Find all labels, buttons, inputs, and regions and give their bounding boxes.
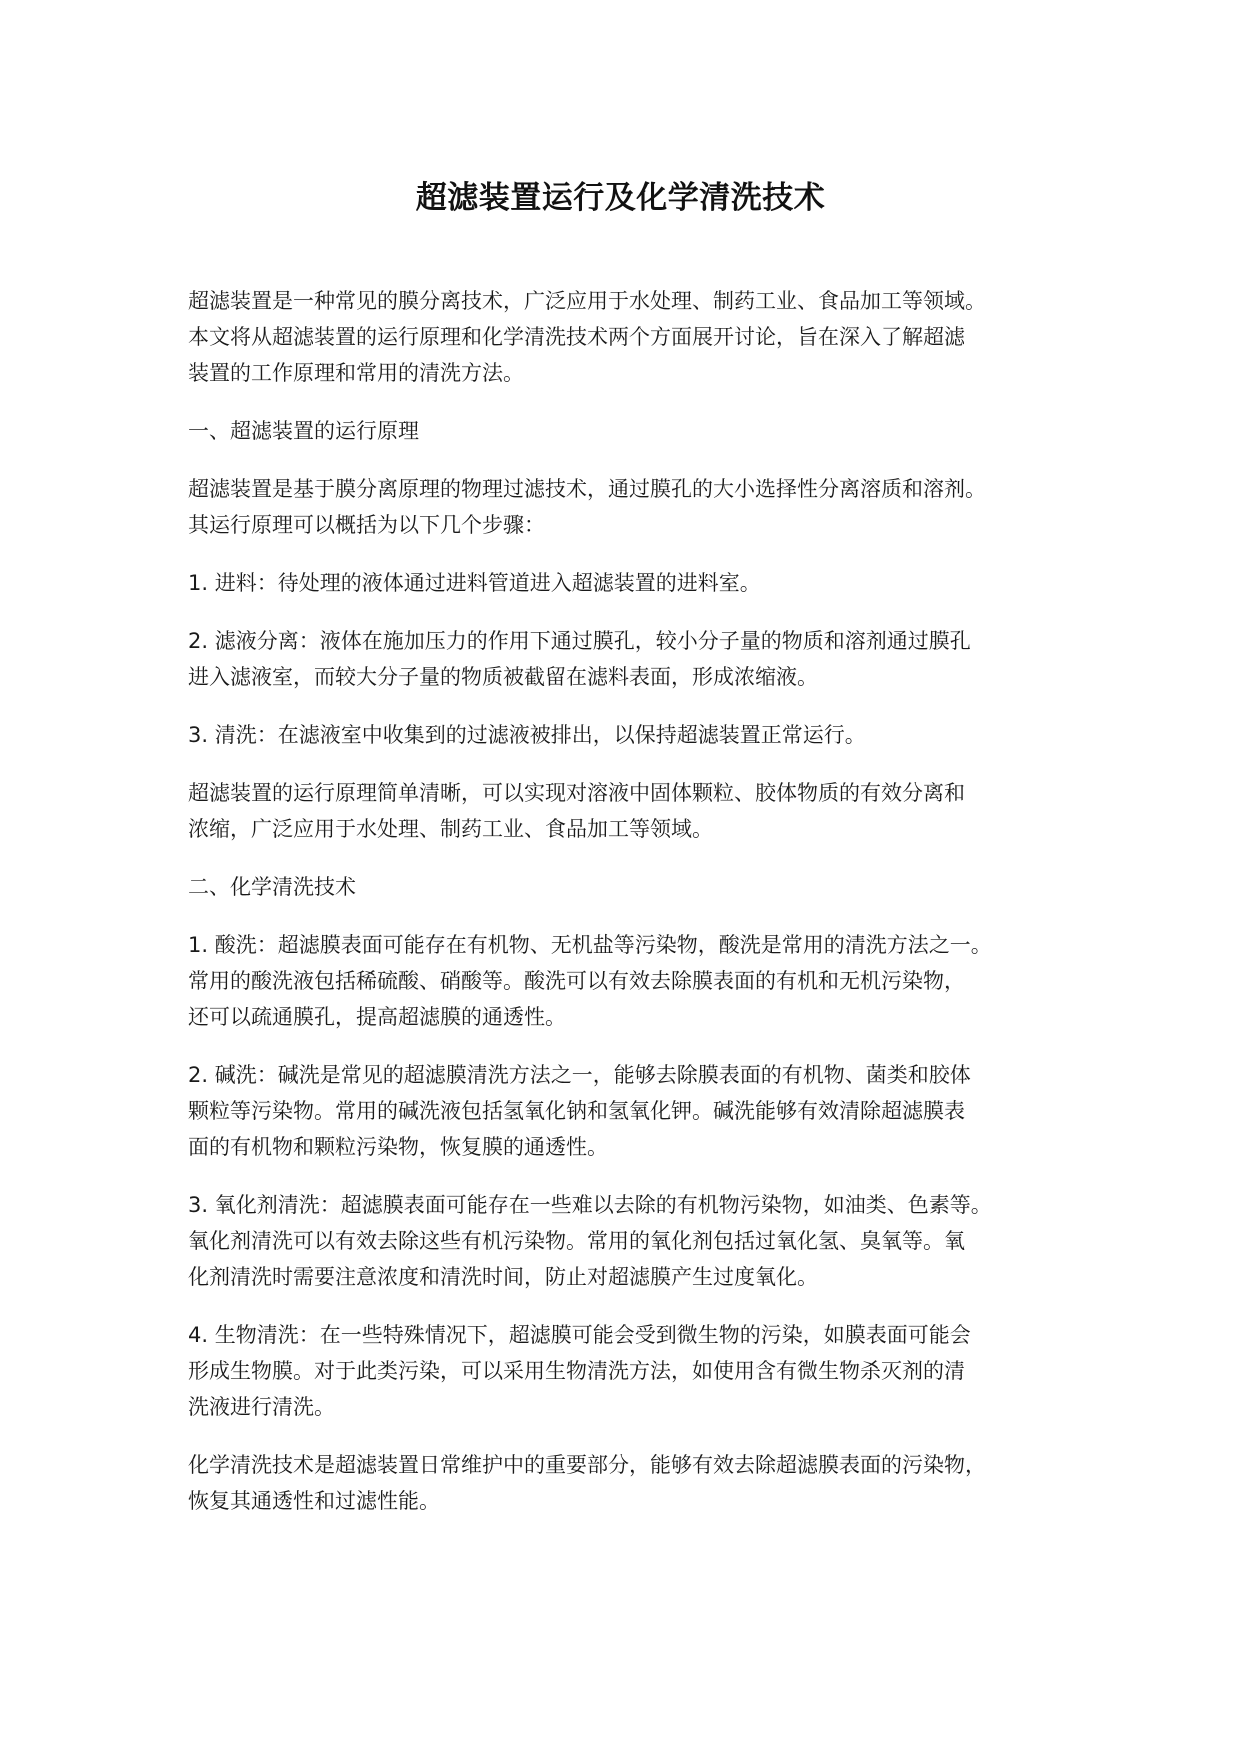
text-line: 氧化剂清洗可以有效去除这些有机污染物。常用的氧化剂包括过氧化氢、臭氧等。氧 — [188, 1229, 965, 1253]
text-line: 浓缩，广泛应用于水处理、制药工业、食品加工等领域。 — [188, 817, 713, 841]
text-line: 颗粒等污染物。常用的碱洗液包括氢氧化钠和氢氧化钾。碱洗能够有效清除超滤膜表 — [188, 1099, 965, 1123]
text-line: 装置的工作原理和常用的清洗方法。 — [188, 361, 524, 385]
section-heading-chemical — [188, 869, 1078, 905]
bio-wash-paragraph — [188, 1317, 1078, 1425]
principle-paragraph — [188, 471, 1078, 543]
text-line: 面的有机物和颗粒污染物，恢复膜的通透性。 — [188, 1135, 608, 1159]
text-line: 3. 清洗：在滤液室中收集到的过滤液被排出，以保持超滤装置正常运行。 — [188, 723, 866, 747]
text-line: 1. 进料：待处理的液体通过进料管道进入超滤装置的进料室。 — [188, 571, 761, 595]
text-line: 常用的酸洗液包括稀硫酸、硝酸等。酸洗可以有效去除膜表面的有机和无机污染物， — [188, 969, 965, 993]
conclusion-paragraph — [188, 1447, 1078, 1519]
text-line: 4. 生物清洗：在一些特殊情况下，超滤膜可能会受到微生物的污染，如膜表面可能会 — [188, 1323, 971, 1347]
text-line: 还可以疏通膜孔，提高超滤膜的通透性。 — [188, 1005, 566, 1029]
document-title: 超滤装置运行及化学清洗技术 — [415, 180, 826, 216]
section-heading: 一、超滤装置的运行原理 — [188, 419, 419, 443]
text-line: 2. 碱洗：碱洗是常见的超滤膜清洗方法之一，能够去除膜表面的有机物、菌类和胶体 — [188, 1063, 971, 1087]
section-heading: 二、化学清洗技术 — [188, 875, 356, 899]
text-line: 超滤装置是基于膜分离原理的物理过滤技术，通过膜孔的大小选择性分离溶质和溶剂。 — [188, 477, 986, 501]
step-separation-paragraph — [188, 623, 1078, 695]
text-line: 本文将从超滤装置的运行原理和化学清洗技术两个方面展开讨论，旨在深入了解超滤 — [188, 325, 965, 349]
text-line: 1. 酸洗：超滤膜表面可能存在有机物、无机盐等污染物，酸洗是常用的清洗方法之一。 — [188, 933, 992, 957]
text-line: 2. 滤液分离：液体在施加压力的作用下通过膜孔，较小分子量的物质和溶剂通过膜孔 — [188, 629, 971, 653]
text-line: 进入滤液室，而较大分子量的物质被截留在滤料表面，形成浓缩液。 — [188, 665, 818, 689]
text-line: 超滤装置的运行原理简单清晰，可以实现对溶液中固体颗粒、胶体物质的有效分离和 — [188, 781, 965, 805]
document-body — [188, 283, 1078, 1541]
alkali-wash-paragraph — [188, 1057, 1078, 1165]
step-cleaning-paragraph — [188, 717, 1078, 753]
text-line: 化学清洗技术是超滤装置日常维护中的重要部分，能够有效去除超滤膜表面的污染物， — [188, 1453, 986, 1477]
acid-wash-paragraph — [188, 927, 1078, 1035]
text-line: 3. 氧化剂清洗：超滤膜表面可能存在一些难以去除的有机物污染物，如油类、色素等。 — [188, 1193, 992, 1217]
step-feed-paragraph — [188, 565, 1078, 601]
text-line: 超滤装置是一种常见的膜分离技术，广泛应用于水处理、制药工业、食品加工等领域。 — [188, 289, 986, 313]
section-heading-principle — [188, 413, 1078, 449]
text-line: 洗液进行清洗。 — [188, 1395, 335, 1419]
oxidant-wash-paragraph — [188, 1187, 1078, 1295]
text-line: 恢复其通透性和过滤性能。 — [188, 1489, 440, 1513]
principle-summary-paragraph — [188, 775, 1078, 847]
text-line: 形成生物膜。对于此类污染，可以采用生物清洗方法，如使用含有微生物杀灭剂的清 — [188, 1359, 965, 1383]
text-line: 化剂清洗时需要注意浓度和清洗时间，防止对超滤膜产生过度氧化。 — [188, 1265, 818, 1289]
text-line: 其运行原理可以概括为以下几个步骤： — [188, 513, 545, 537]
intro-paragraph — [188, 283, 1078, 391]
